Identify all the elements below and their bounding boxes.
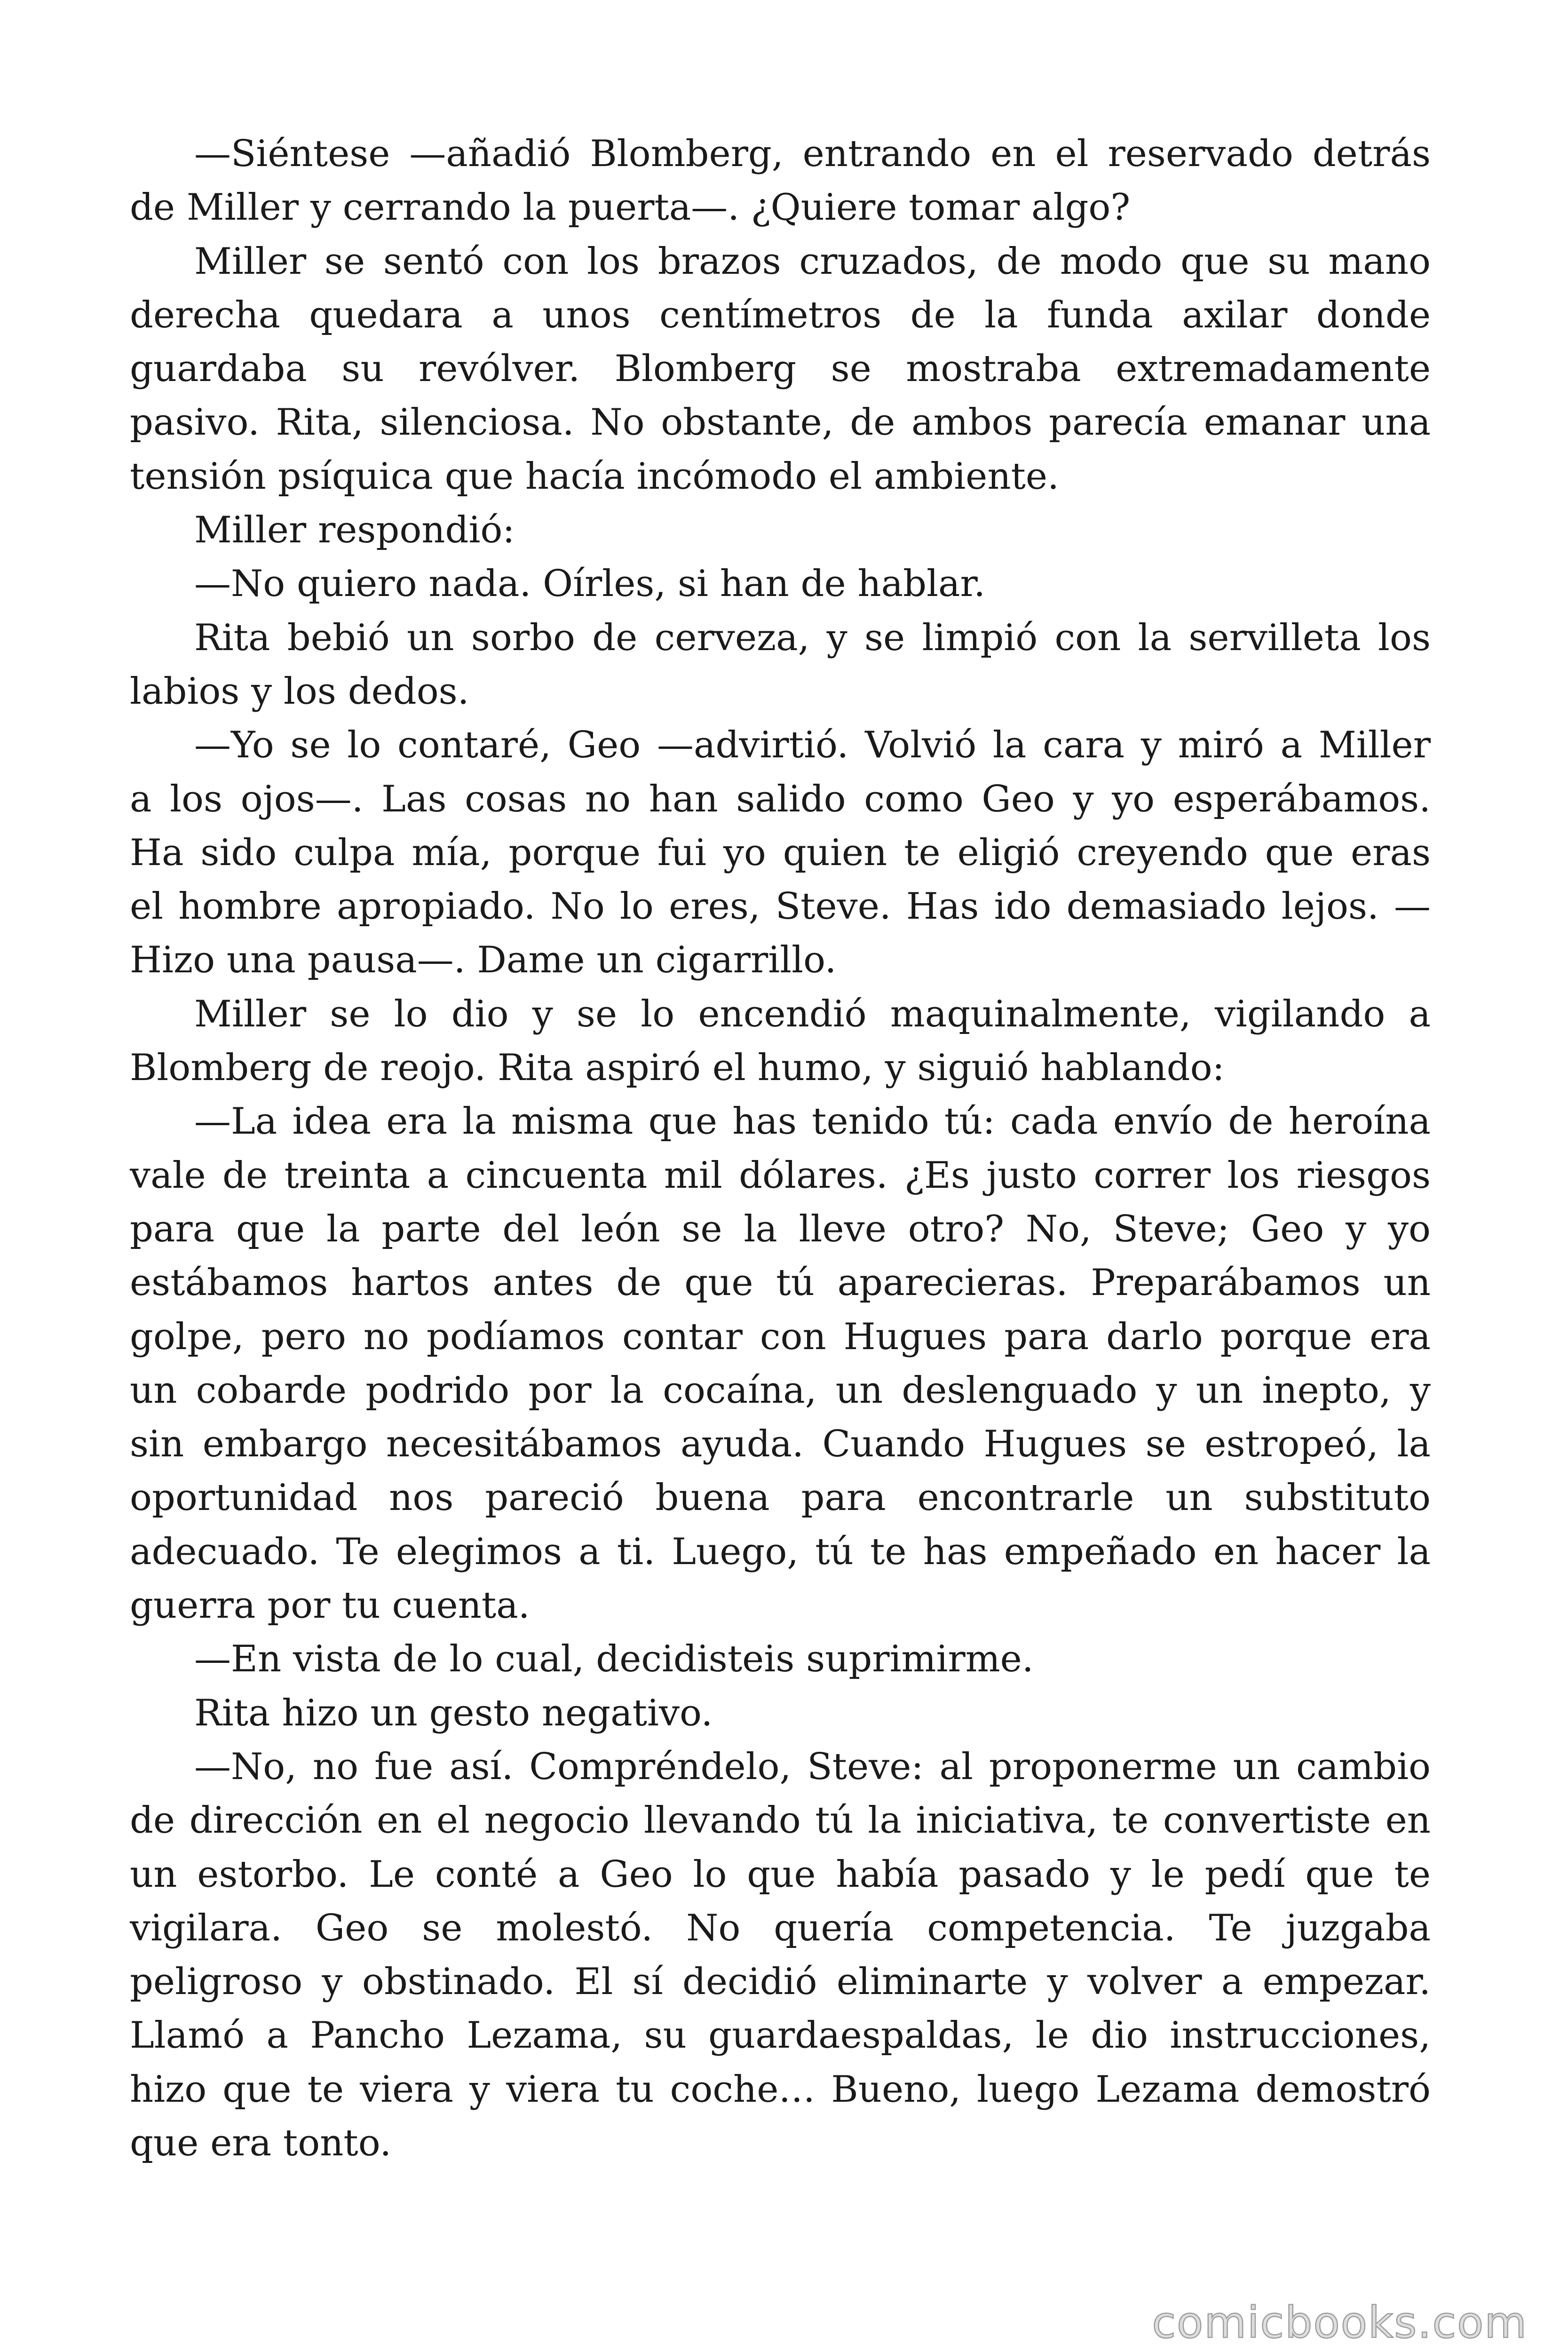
text-line: tensión psíquica que hacía incómodo el ambiente. bbox=[130, 455, 1059, 498]
paragraph bbox=[130, 987, 1431, 1095]
text-line: Rita bebió un sorbo de cerveza, y se limpió con la servilleta los bbox=[194, 616, 1431, 659]
text-line: para que la parte del león se la lleve otro? No, Steve; Geo y yo bbox=[130, 1208, 1431, 1250]
text-line: un estorbo. Le conté a Geo lo que había pasado y le pedí que te bbox=[130, 1853, 1431, 1896]
paragraph bbox=[130, 718, 1431, 987]
paragraph bbox=[130, 235, 1431, 503]
text-line: Hizo una pausa—. Dame un cigarrillo. bbox=[130, 939, 837, 982]
text-line: derecha quedara a unos centímetros de la funda axilar donde bbox=[130, 294, 1431, 336]
paragraph bbox=[130, 611, 1431, 719]
text-line: Ha sido culpa mía, porque fui yo quien te eligió creyendo que eras bbox=[130, 831, 1431, 874]
text-line: vigilara. Geo se molestó. No quería competencia. Te juzgaba bbox=[130, 1907, 1431, 1949]
text-line: estábamos hartos antes de que tú aparecieras. Preparábamos un bbox=[130, 1262, 1431, 1304]
text-line: Miller se lo dio y se lo encendió maquinalmente, vigilando a bbox=[194, 993, 1431, 1035]
text-line: Llamó a Pancho Lezama, su guardaespaldas, le dio instrucciones, bbox=[130, 2014, 1431, 2057]
text-line: Miller se sentó con los brazos cruzados, de modo que su mano bbox=[194, 240, 1431, 283]
text-line: hizo que te viera y viera tu coche… Bueno, luego Lezama demostró bbox=[130, 2068, 1431, 2111]
text-line: a los ojos—. Las cosas no han salido como Geo y yo esperábamos. bbox=[130, 778, 1431, 820]
text-line: que era tonto. bbox=[130, 2122, 392, 2164]
text-line: Rita hizo un gesto negativo. bbox=[194, 1692, 713, 1734]
text-line: Miller respondió: bbox=[194, 509, 515, 552]
text-line: de dirección en el negocio llevando tú la iniciativa, te convertiste en bbox=[130, 1799, 1431, 1842]
paragraph bbox=[130, 1095, 1431, 1632]
text-line: —No quiero nada. Oírles, si han de hablar. bbox=[194, 563, 986, 605]
text-line: oportunidad nos pareció buena para encontrarle un substituto bbox=[130, 1477, 1431, 1519]
text-line: guardaba su revólver. Blomberg se mostraba extremadamente bbox=[130, 348, 1431, 390]
text-line: un cobarde podrido por la cocaína, un deslenguado y un inepto, y bbox=[130, 1369, 1431, 1412]
text-line: el hombre apropiado. No lo eres, Steve. Has ido demasiado lejos. — bbox=[130, 885, 1431, 928]
text-line: peligroso y obstinado. El sí decidió eliminarte y volver a empezar. bbox=[130, 1961, 1431, 2003]
text-line: —Yo se lo contaré, Geo —advirtió. Volvió la cara y miró a Miller bbox=[194, 724, 1431, 767]
text-line: —No, no fue así. Compréndelo, Steve: al proponerme un cambio bbox=[194, 1745, 1431, 1788]
body-text bbox=[130, 127, 1431, 2170]
paragraph bbox=[130, 1686, 1431, 1740]
text-line: pasivo. Rita, silenciosa. No obstante, de ambos parecía emanar una bbox=[130, 401, 1431, 444]
text-line: —Siéntese —añadió Blomberg, entrando en el reservado detrás bbox=[194, 133, 1431, 175]
paragraph bbox=[130, 127, 1431, 235]
paragraph bbox=[130, 1740, 1431, 2170]
text-line: —La idea era la misma que has tenido tú: cada envío de heroína bbox=[194, 1100, 1431, 1143]
text-line: labios y los dedos. bbox=[130, 670, 469, 713]
text-line: —En vista de lo cual, decidisteis suprimirme. bbox=[194, 1638, 1034, 1681]
text-line: adecuado. Te elegimos a ti. Luego, tú te has empeñado en hacer la bbox=[130, 1530, 1431, 1573]
text-line: vale de treinta a cincuenta mil dólares. ¿Es justo correr los riesgos bbox=[130, 1154, 1431, 1197]
text-line: Blomberg de reojo. Rita aspiró el humo, y siguió hablando: bbox=[130, 1047, 1225, 1089]
paragraph bbox=[130, 1632, 1431, 1686]
watermark: comicbooks.com bbox=[1152, 2297, 1528, 2348]
text-line: golpe, pero no podíamos contar con Hugues para darlo porque era bbox=[130, 1315, 1431, 1358]
text-line: sin embargo necesitábamos ayuda. Cuando Hugues se estropeó, la bbox=[130, 1423, 1431, 1466]
text-line: de Miller y cerrando la puerta—. ¿Quiere tomar algo? bbox=[130, 186, 1131, 229]
paragraph bbox=[130, 503, 1431, 557]
paragraph bbox=[130, 557, 1431, 611]
text-line: guerra por tu cuenta. bbox=[130, 1584, 530, 1627]
